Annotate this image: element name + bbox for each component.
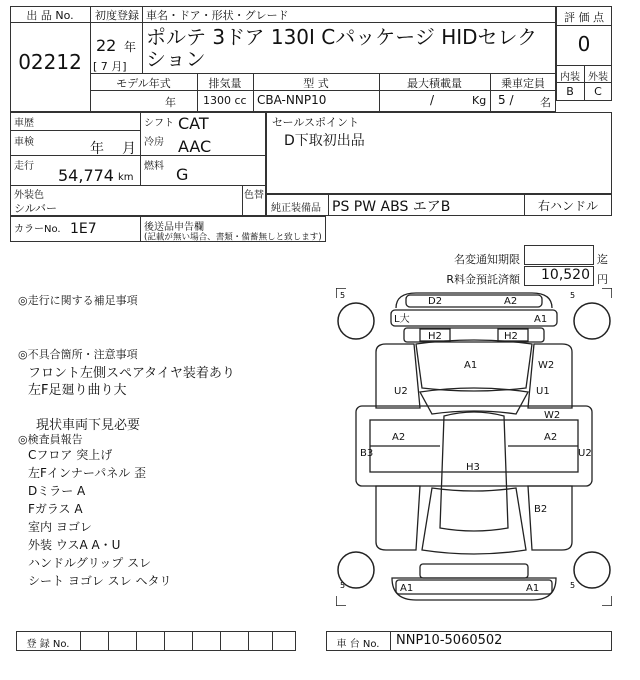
defects-title: ◎不具合箇所・注意事項: [18, 348, 138, 361]
damage-mark: A2: [392, 432, 406, 443]
divider: [192, 631, 193, 651]
divider: [140, 216, 141, 242]
divider: [142, 6, 143, 73]
type-label: 型 式: [303, 77, 329, 90]
inspector-title: ◎検査員報告: [18, 433, 83, 446]
inspector-line: 外装 ウスA A・U: [28, 538, 121, 552]
max-load-label: 最大積載量: [407, 77, 462, 90]
damage-mark: A1: [534, 314, 548, 325]
divider: [242, 185, 243, 216]
max-load: /: [430, 93, 435, 107]
sales-point: D下取初出品: [284, 133, 365, 149]
history-label: 車歴: [14, 118, 34, 129]
aftermarket-label: 後送品申告欄: [144, 222, 204, 233]
rating: 0: [577, 32, 591, 56]
recycle-unit: 円: [597, 273, 608, 286]
mileage-label: 走行: [14, 161, 34, 172]
odo-label: 名変通知期限: [454, 253, 520, 266]
divider: [220, 631, 221, 651]
tire-label: 5: [570, 291, 576, 300]
car-name-label: 車名・ドア・形状・グレード: [146, 9, 289, 22]
divider: [80, 631, 81, 651]
model-year-unit: 年: [165, 96, 176, 109]
fuel-label: 燃料: [144, 161, 164, 172]
shift: CAT: [178, 114, 209, 133]
mileage: 54,774: [58, 166, 114, 185]
max-load-unit: Kg: [472, 94, 487, 107]
defect-1: フロント左側スペアタイヤ装着あり: [28, 366, 235, 381]
color: シルバー: [14, 202, 57, 215]
inspection-month-unit: 月: [122, 141, 136, 157]
inspector-line: Cフロア 突上げ: [28, 448, 113, 462]
inspector-line: ハンドルグリップ スレ: [28, 556, 152, 570]
interior-label: 内装: [560, 72, 580, 83]
damage-mark: U2: [394, 386, 408, 397]
car-name: ポルテ 3ドア 130I Cパッケージ HIDセレクション: [146, 25, 538, 71]
odo-unit: 迄: [597, 253, 608, 266]
car-damage-diagram: [336, 288, 612, 606]
year-unit: 年: [124, 40, 137, 54]
damage-mark: U2: [578, 448, 592, 459]
divider: [10, 130, 140, 131]
fuel: G: [176, 165, 189, 184]
inspector-line: 左Fインナーパネル 歪: [28, 466, 147, 480]
divider: [90, 73, 556, 74]
mileage-unit: km: [118, 172, 134, 183]
divider: [164, 631, 165, 651]
divider: [136, 631, 137, 651]
reg-no-label: 登 録 No.: [26, 639, 70, 650]
tire-label: 5: [570, 581, 576, 590]
damage-mark: D2: [428, 296, 443, 307]
exterior-grade: C: [594, 85, 602, 98]
color-change-label: 色替: [244, 190, 264, 201]
capacity-label: 乗車定員: [501, 77, 545, 90]
color-no: 1E7: [70, 221, 97, 237]
wheel-rear-right: [574, 552, 610, 588]
ac: AAC: [178, 137, 212, 156]
model-year-label: モデル年式: [116, 77, 171, 90]
divider: [390, 631, 391, 651]
damage-mark: W2: [544, 410, 561, 421]
defect-3: 現状車両下見必要: [36, 418, 141, 433]
damage-mark: H3: [466, 462, 480, 473]
tire-label: 5: [340, 291, 346, 300]
rating-label: 評 価 点: [564, 11, 604, 24]
ac-label: 冷房: [144, 137, 164, 148]
damage-mark: L大: [394, 314, 410, 325]
color-label: 外装色: [14, 190, 44, 201]
chassis-no: NNP10-5060502: [396, 633, 503, 648]
capacity-unit: 名: [540, 96, 551, 109]
damage-mark: A1: [526, 583, 540, 594]
divider: [10, 155, 266, 156]
wheel-rear-left: [338, 552, 374, 588]
recycle-label: R料金預託済額: [446, 273, 520, 286]
color-no-label: カラーNo.: [14, 224, 61, 235]
odo-value-box: [524, 245, 594, 265]
wheel-front-right: [574, 303, 610, 339]
divider: [272, 631, 273, 651]
aftermarket-note: (記載が無い場合、書類・備蓄無しと致します): [144, 232, 322, 243]
inspection-year-unit: 年: [90, 141, 104, 157]
steering: 右ハンドル: [537, 199, 598, 213]
equipment: PS PW ABS エアB: [332, 199, 451, 215]
divider: [248, 631, 249, 651]
first-reg-label: 初度登録: [95, 9, 139, 22]
damage-mark: H2: [504, 331, 518, 342]
damage-mark: H2: [428, 331, 442, 342]
divider: [108, 631, 109, 651]
defect-2: 左F足廻り曲り大: [28, 383, 127, 398]
divider: [328, 194, 329, 216]
damage-mark: B3: [360, 448, 374, 459]
damage-mark: B2: [534, 504, 548, 515]
model-code: CBA-NNP10: [257, 93, 327, 107]
divider: [556, 25, 612, 26]
displacement-label: 排気量: [208, 77, 242, 90]
sales-point-label: セールスポイント: [272, 116, 360, 129]
recycle-fee: 10,520: [541, 267, 590, 283]
first-reg-year: 22: [96, 36, 117, 55]
inspector-line: Dミラー A: [28, 484, 86, 498]
damage-mark: A1: [400, 583, 414, 594]
wheel-front-left: [338, 303, 374, 339]
damage-mark: A2: [504, 296, 518, 307]
first-reg-month: [ 7 月]: [93, 60, 127, 73]
capacity: 5 /: [498, 93, 514, 107]
equipment-label: 純正装備品: [271, 203, 321, 214]
driving-title: ◎走行に関する補足事項: [18, 294, 138, 307]
inspector-line: 室内 ヨゴレ: [28, 520, 92, 534]
lot-no: 02212: [18, 50, 82, 74]
exterior-label: 外装: [588, 72, 608, 83]
damage-mark: U1: [536, 386, 550, 397]
damage-mark: A2: [544, 432, 558, 443]
damage-mark: W2: [538, 360, 555, 371]
inspector-line: Fガラス A: [28, 502, 83, 516]
shift-label: シフト: [144, 118, 174, 129]
interior-grade: B: [566, 85, 574, 98]
tire-label: 5: [340, 581, 346, 590]
inspector-line: シート ヨゴレ スレ ヘタリ: [28, 574, 172, 588]
damage-mark: A1: [464, 360, 478, 371]
displacement: 1300 cc: [203, 94, 247, 107]
inspection-label: 車検: [14, 137, 34, 148]
chassis-label: 車 台 No.: [336, 639, 380, 650]
lot-no-label: 出 品 No.: [26, 9, 74, 22]
